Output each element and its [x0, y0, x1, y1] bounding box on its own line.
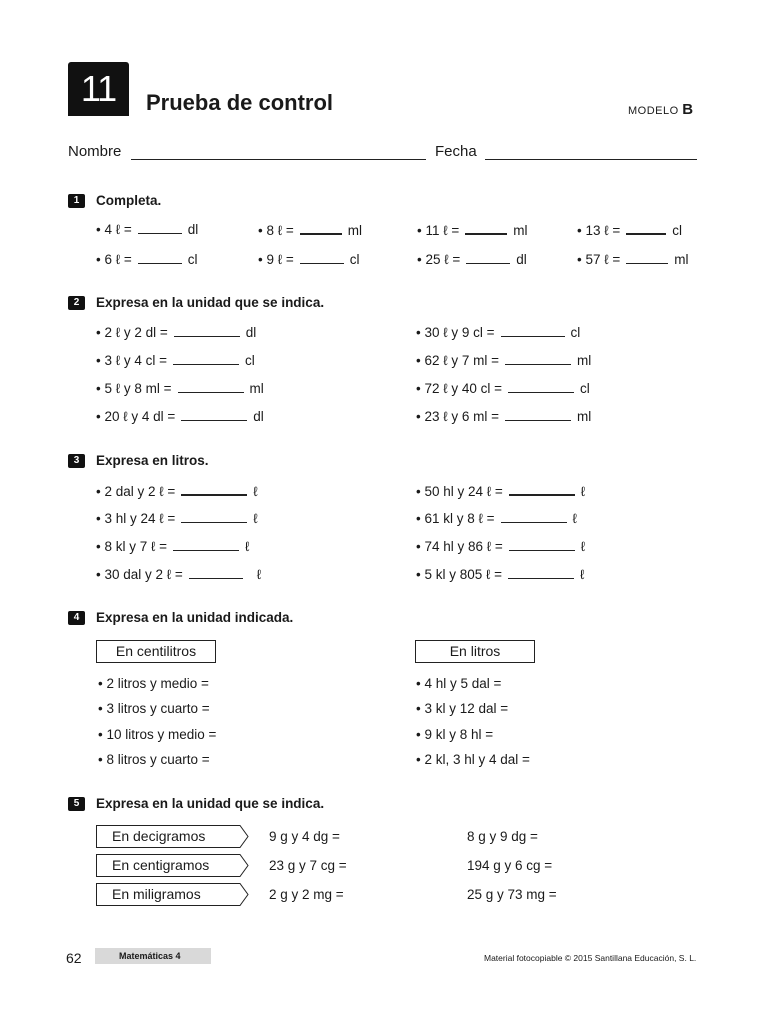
answer-blank[interactable] [626, 251, 668, 264]
ex3-item: • 30 dal y 2 ℓ = ℓ [96, 567, 262, 582]
answer-blank[interactable] [509, 482, 575, 496]
answer-blank[interactable] [508, 380, 574, 393]
answer-blank[interactable] [173, 352, 239, 365]
unit-number: 11 [68, 62, 129, 116]
ex5-item: 2 g y 2 mg = [269, 887, 344, 902]
ex1-item: • 25 ℓ = dl [417, 252, 527, 267]
page-title: Prueba de control [146, 90, 334, 115]
answer-blank[interactable] [505, 352, 571, 365]
ex1-item: • 4 ℓ = dl [96, 222, 199, 237]
exercise-title: Expresa en litros. [96, 453, 209, 468]
ex4-item: • 3 litros y cuarto = [98, 701, 210, 716]
ex3-item: • 8 kl y 7 ℓ = ℓ [96, 539, 250, 554]
answer-blank[interactable] [138, 251, 182, 264]
ex5-item: 23 g y 7 cg = [269, 858, 347, 873]
modelo-value: B [682, 101, 694, 118]
answer-blank[interactable] [466, 251, 510, 264]
exercise-3-heading [68, 453, 209, 468]
ex2-item: • 20 ℓ y 4 dl = dl [96, 409, 264, 424]
answer-blank[interactable] [181, 482, 247, 496]
ex5-item: 194 g y 6 cg = [467, 858, 553, 873]
ex5-item: 8 g y 9 dg = [467, 829, 538, 844]
answer-blank[interactable] [173, 538, 239, 551]
ex1-item: • 11 ℓ = ml [417, 223, 528, 238]
page-number: 62 [66, 950, 82, 966]
ex3-item: • 74 hl y 86 ℓ = ℓ [416, 539, 586, 554]
exercise-number: 5 [68, 797, 85, 811]
answer-blank[interactable] [465, 221, 507, 235]
exercise-4-heading [68, 610, 293, 625]
ex4-item: • 3 kl y 12 dal = [416, 701, 509, 716]
fecha-label: Fecha [435, 143, 477, 160]
decigramos-label-arrow: En decigramos [96, 825, 250, 847]
answer-blank[interactable] [189, 566, 243, 579]
ex1-item: • 13 ℓ = cl [577, 223, 682, 238]
answer-blank[interactable] [174, 324, 240, 337]
exercise-title: Completa. [96, 193, 162, 208]
ex3-item: • 3 hl y 24 ℓ = ℓ [96, 511, 258, 526]
ex3-item: • 5 kl y 805 ℓ = ℓ [416, 567, 585, 582]
exercise-title: Expresa en la unidad que se indica. [96, 295, 325, 310]
ex5-item: 25 g y 73 mg = [467, 887, 557, 902]
ex1-item: • 9 ℓ = cl [258, 252, 360, 267]
answer-blank[interactable] [181, 510, 247, 523]
exercise-number: 3 [68, 454, 85, 468]
ex2-item: • 72 ℓ y 40 cl = cl [416, 381, 590, 396]
miligramos-label-arrow: En miligramos [96, 883, 250, 905]
copyright-notice: Material fotocopiable © 2015 Santillana Educación, S. L. [484, 953, 697, 963]
centilitros-label-box: En centilitros [96, 640, 216, 663]
exercise-2-heading [68, 295, 324, 310]
ex4-item: • 10 litros y medio = [98, 727, 217, 742]
book-title-tab: Matemáticas 4 [95, 948, 211, 964]
modelo-label: MODELO B [628, 101, 694, 118]
answer-blank[interactable] [508, 566, 574, 579]
exercise-title: Expresa en la unidad que se indica. [96, 796, 325, 811]
ex2-item: • 23 ℓ y 6 ml = ml [416, 409, 592, 424]
ex1-item: • 57 ℓ = ml [577, 252, 689, 267]
answer-blank[interactable] [505, 408, 571, 421]
answer-blank[interactable] [501, 324, 565, 337]
ex2-item: • 2 ℓ y 2 dl = dl [96, 325, 257, 340]
ex5-item: 9 g y 4 dg = [269, 829, 340, 844]
ex4-item: • 9 kl y 8 hl = [416, 727, 494, 742]
answer-blank[interactable] [178, 380, 244, 393]
exercise-number: 1 [68, 194, 85, 208]
answer-blank[interactable] [181, 408, 247, 421]
ex1-item: • 8 ℓ = ml [258, 223, 362, 238]
ex3-item: • 61 kl y 8 ℓ = ℓ [416, 511, 577, 526]
exercise-title: Expresa en la unidad indicada. [96, 610, 294, 625]
ex3-item: • 2 dal y 2 ℓ = ℓ [96, 484, 258, 499]
ex2-item: • 62 ℓ y 7 ml = ml [416, 353, 592, 368]
ex1-item: • 6 ℓ = cl [96, 252, 198, 267]
nombre-field[interactable] [131, 159, 426, 160]
ex2-item: • 30 ℓ y 9 cl = cl [416, 325, 581, 340]
ex4-item: • 2 litros y medio = [98, 676, 209, 691]
answer-blank[interactable] [300, 251, 344, 264]
answer-blank[interactable] [626, 221, 666, 235]
exercise-1-heading [68, 193, 161, 208]
ex4-item: • 8 litros y cuarto = [98, 752, 210, 767]
ex2-item: • 3 ℓ y 4 cl = cl [96, 353, 255, 368]
nombre-label: Nombre [68, 143, 122, 160]
ex3-item: • 50 hl y 24 ℓ = ℓ [416, 484, 586, 499]
exercise-5-heading [68, 796, 324, 811]
centigramos-label-arrow: En centigramos [96, 854, 250, 876]
answer-blank[interactable] [138, 221, 182, 234]
ex4-item: • 2 kl, 3 hl y 4 dal = [416, 752, 530, 767]
ex2-item: • 5 ℓ y 8 ml = ml [96, 381, 264, 396]
ex4-item: • 4 hl y 5 dal = [416, 676, 502, 691]
litros-label-box: En litros [415, 640, 535, 663]
answer-blank[interactable] [509, 538, 575, 551]
exercise-number: 4 [68, 611, 85, 625]
answer-blank[interactable] [501, 510, 567, 523]
answer-blank[interactable] [300, 221, 342, 235]
fecha-field[interactable] [485, 159, 697, 160]
exercise-number: 2 [68, 296, 85, 310]
